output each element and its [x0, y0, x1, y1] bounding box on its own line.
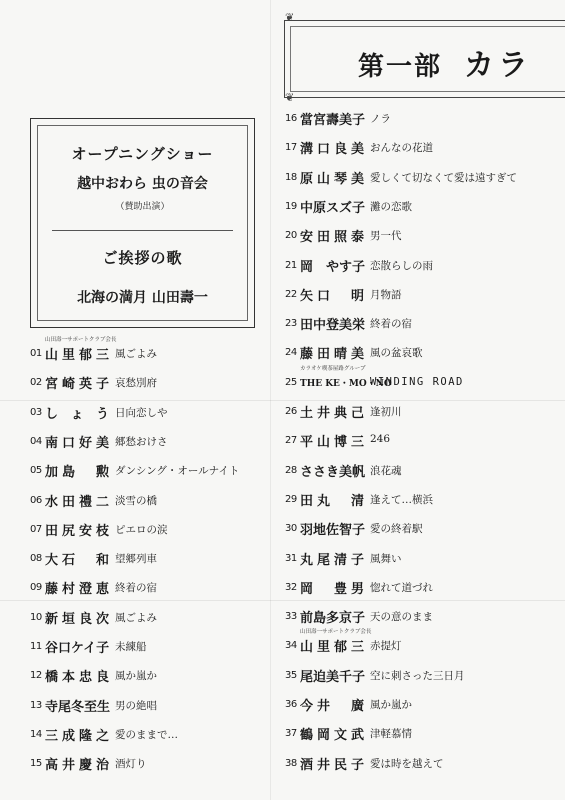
- entry-number: 28: [285, 464, 297, 476]
- opening-box: [30, 118, 255, 328]
- performer-name: 田中登美栄: [300, 318, 366, 334]
- performer-name: 藤田晴美: [300, 347, 364, 363]
- performer-note: 山田壽一サポートクラブ会長: [300, 629, 372, 636]
- entry-number: 04: [30, 435, 42, 447]
- entry-number: 27: [285, 435, 297, 447]
- song-title: 津軽慕情: [370, 728, 412, 741]
- program-title: カラ: [464, 48, 533, 83]
- performer-name: 橋本忠良: [45, 670, 109, 686]
- song-title: 月物語: [370, 288, 402, 301]
- entry-number: 19: [285, 200, 297, 212]
- entry-number: 22: [285, 288, 297, 300]
- song-title: 淡雪の橋: [115, 494, 157, 507]
- performer-name: 鶴岡文武: [300, 728, 364, 744]
- song-title: 灘の恋歌: [370, 200, 412, 213]
- performer-name: 土井典己: [300, 406, 364, 421]
- song-title: ピエロの涙: [115, 523, 168, 536]
- entry-number: 14: [30, 728, 42, 740]
- performer-name: 岡 やす子: [300, 259, 366, 275]
- song-title: 赤提灯: [370, 640, 402, 653]
- song-title: 天の意のまま: [370, 611, 433, 624]
- opening-show-title: オープニングショー: [71, 145, 214, 163]
- greeting-title: ご挨拶の歌: [102, 249, 183, 267]
- page-title: [358, 40, 532, 84]
- song-title: 男一代: [370, 230, 402, 243]
- song-title: 風か嵐か: [370, 699, 412, 711]
- performer-note: 山田壽一サポートクラブ会長: [45, 337, 117, 343]
- entry-number: 08: [30, 553, 42, 565]
- entry-number: 33: [285, 611, 297, 623]
- song-title: 未練船: [115, 641, 147, 653]
- entry-number: 16: [285, 113, 297, 124]
- song-title: 風舞い: [370, 552, 402, 565]
- entry-number: 32: [285, 581, 297, 593]
- entry-number: 15: [30, 758, 42, 770]
- entry-number: 11: [30, 641, 42, 652]
- corner-ornament-icon: ❦: [285, 91, 295, 104]
- opening-support: （賛助出演）: [115, 202, 170, 212]
- entry-number: 24: [285, 347, 297, 359]
- performer-name: 溝口良美: [300, 142, 364, 158]
- song-title: 酒灯り: [115, 758, 147, 771]
- divider: [52, 230, 233, 231]
- performer-note: カラオケ喫茶屋路グループ: [300, 365, 366, 372]
- song-title: 風か嵐か: [115, 670, 157, 683]
- song-title: 惚れて道づれ: [370, 581, 433, 594]
- entry-number: 23: [285, 318, 297, 330]
- performer-name: 田丸 清: [300, 493, 364, 509]
- song-title: WINDING ROAD: [370, 375, 464, 388]
- entry-number: 26: [285, 406, 297, 417]
- entry-number: 09: [30, 582, 42, 594]
- entry-number: 25: [285, 376, 297, 388]
- corner-ornament-icon: ❦: [285, 11, 295, 24]
- song-title: 愛のままで…: [115, 728, 178, 741]
- performer-name: THE KE・MO・NO: [300, 378, 392, 389]
- performer-name: 平山博三: [300, 435, 364, 451]
- performer-name: 谷口ケイ子: [45, 641, 110, 656]
- paper-fold-line: [270, 0, 271, 800]
- entry-number: 10: [30, 611, 42, 623]
- performer-name: 藤村澄恵: [45, 582, 109, 598]
- song-title: 日向恋しや: [115, 406, 168, 419]
- performer-name: 岡 豊男: [300, 581, 364, 597]
- song-title: 愛しくて切なくて愛は遠すぎて: [370, 171, 517, 184]
- entry-number: 12: [30, 670, 42, 682]
- performer-name: 丸尾清子: [300, 552, 364, 568]
- opening-event: 越中おわら 虫の音会: [77, 176, 208, 192]
- performer-name: 加島 勲: [45, 465, 109, 481]
- entry-number: 38: [285, 757, 297, 769]
- entry-number: 20: [285, 230, 297, 242]
- performer-name: 今井 廣: [300, 699, 364, 714]
- entry-number: 13: [30, 699, 42, 711]
- song-title: おんなの花道: [370, 142, 433, 155]
- entry-number: 37: [285, 728, 297, 740]
- performer-name: 中原スズ子: [300, 200, 366, 216]
- song-title: 246: [370, 433, 391, 446]
- song-title: 逢えて…横浜: [370, 493, 433, 506]
- song-title: 愛の終着駅: [370, 523, 423, 536]
- paper-fold-line: [0, 600, 565, 601]
- entry-number: 18: [285, 171, 297, 183]
- entry-number: 35: [285, 669, 297, 681]
- greeting-song: 北海の満月 山田壽一: [77, 290, 208, 306]
- entry-number: 05: [30, 465, 42, 477]
- entry-number: 30: [285, 523, 297, 535]
- performer-name: 當宮壽美子: [300, 113, 366, 128]
- performer-name: 尾迫美千子: [300, 669, 366, 685]
- song-title: 逢初川: [370, 406, 402, 418]
- performer-name: 大石 和: [45, 553, 109, 569]
- song-title: 望郷列車: [115, 553, 157, 566]
- entry-number: 17: [285, 142, 297, 154]
- performer-name: 南口好美: [45, 435, 109, 451]
- entry-number: 03: [30, 406, 42, 418]
- entry-number: 06: [30, 494, 42, 506]
- song-title: 終着の宿: [115, 582, 157, 595]
- performer-name: しょう: [45, 406, 109, 422]
- song-title: ダンシング・オールナイト: [115, 465, 240, 478]
- performer-name: 新垣良次: [45, 611, 109, 627]
- song-title: 男の絶唱: [115, 699, 157, 712]
- entry-number: 21: [285, 259, 297, 271]
- performer-name: 原山琴美: [300, 171, 364, 187]
- performer-name: 矢口 明: [300, 288, 364, 304]
- song-title: 空に刺さった三日月: [370, 669, 465, 682]
- performer-name: ささき美帆: [300, 464, 366, 480]
- performer-name: 高井慶治: [45, 758, 109, 774]
- performer-name: 山里郁三: [300, 640, 364, 656]
- performer-name: 前島多京子: [300, 611, 366, 627]
- song-title: 郷愁おけさ: [115, 435, 168, 448]
- entry-number: 31: [285, 552, 297, 564]
- performer-name: 宮崎英子: [45, 377, 109, 393]
- song-title: ノラ: [370, 113, 391, 125]
- entry-number: 01: [30, 348, 42, 359]
- song-title: 終着の宿: [370, 318, 412, 331]
- part-label: 第一部: [358, 52, 443, 82]
- entry-number: 36: [285, 699, 297, 710]
- performer-name: 安田照泰: [300, 230, 364, 246]
- performer-name: 酒井民子: [300, 757, 364, 773]
- song-title: 風ごよみ: [115, 611, 157, 624]
- song-title: 風ごよみ: [115, 348, 157, 360]
- song-title: 哀愁別府: [115, 377, 157, 390]
- performer-name: 水田禮二: [45, 494, 109, 510]
- entry-number: 34: [285, 640, 297, 652]
- paper-fold-line: [0, 400, 565, 401]
- song-title: 浪花魂: [370, 464, 402, 477]
- performer-name: 山里郁三: [45, 348, 109, 363]
- song-title: 愛は時を越えて: [370, 757, 444, 770]
- entry-number: 07: [30, 523, 42, 535]
- performer-name: 三成隆之: [45, 728, 109, 744]
- performer-name: 寺尾冬至生: [45, 699, 111, 715]
- opening-box-inner: [37, 125, 248, 321]
- entry-number: 29: [285, 493, 297, 505]
- song-title: 恋散らしの雨: [370, 259, 433, 272]
- entry-number: 02: [30, 377, 42, 389]
- song-title: 風の盆哀歌: [370, 347, 423, 360]
- performer-name: 羽地佐智子: [300, 523, 366, 539]
- performer-name: 田尻安枝: [45, 523, 109, 539]
